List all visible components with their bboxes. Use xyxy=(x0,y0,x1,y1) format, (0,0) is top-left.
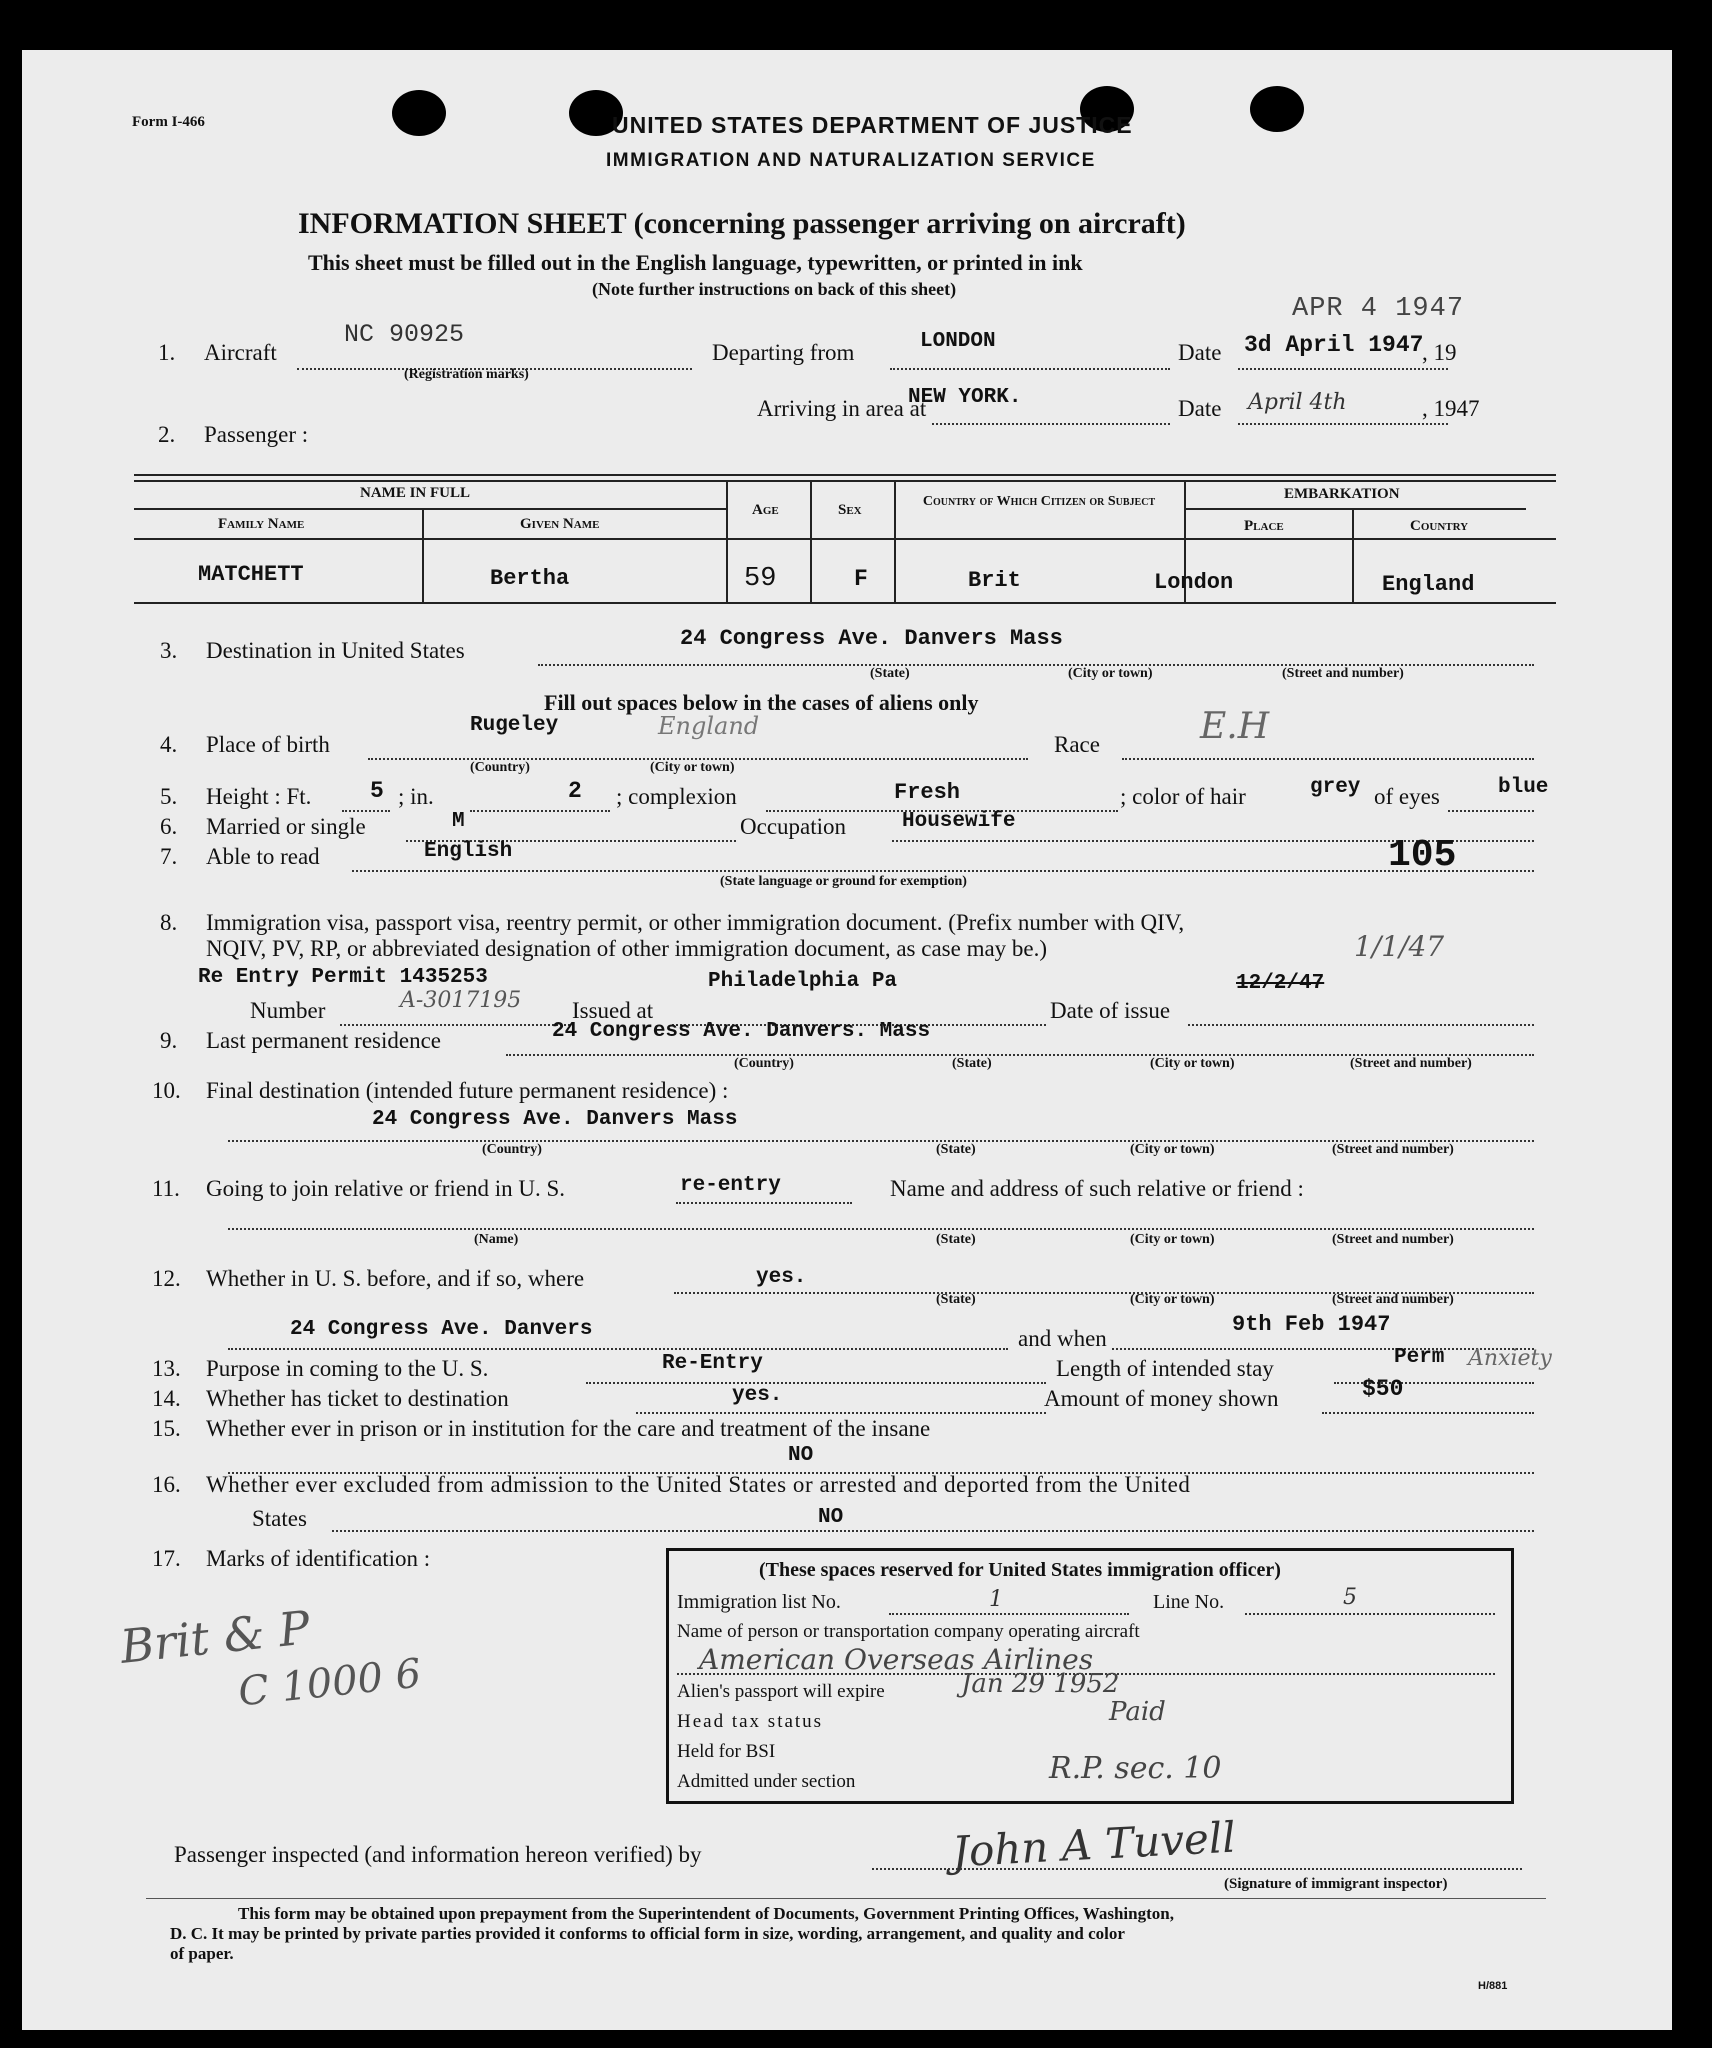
table-subhead-rule xyxy=(1184,508,1526,510)
item-number: 5. xyxy=(160,784,178,809)
item-number: 7. xyxy=(160,844,178,869)
aircraft-label: Aircraft xyxy=(204,340,277,365)
given-name-cell: Bertha xyxy=(490,566,570,591)
read-line xyxy=(352,870,1534,872)
line-no-label: Line No. xyxy=(1153,1591,1225,1613)
caption-state: (State) xyxy=(952,1056,992,1071)
departure-date-label: Date xyxy=(1178,340,1222,365)
occupation-label: Occupation xyxy=(740,814,847,839)
item-number: 15. xyxy=(152,1416,181,1441)
arriving-value: NEW YORK. xyxy=(908,386,1022,409)
footer-code: H/881 xyxy=(1478,1980,1508,1992)
item-number: 11. xyxy=(152,1176,180,1201)
caption-city: (City or town) xyxy=(1068,666,1153,681)
caption-street: (Street and number) xyxy=(1332,1292,1454,1307)
table-divider xyxy=(894,480,896,602)
embark-place-header: Place xyxy=(1244,518,1284,534)
reference-stamp-number: 105 xyxy=(1388,834,1457,877)
doc-handwritten-date: 1/1/47 xyxy=(1354,930,1445,963)
length-of-stay-handwritten: Anxiety xyxy=(1468,1346,1552,1371)
item-number: 1. xyxy=(158,340,176,365)
race-line xyxy=(1122,758,1534,760)
table-divider xyxy=(422,508,424,602)
sex-cell: F xyxy=(854,566,868,592)
registration-caption: (Registration marks) xyxy=(404,367,529,382)
item-number: 13. xyxy=(152,1356,181,1381)
race-label: Race xyxy=(1054,732,1100,757)
caption-street: (Street and number) xyxy=(1332,1232,1454,1247)
join-relative-label: Going to join relative or friend in U. S. xyxy=(206,1176,565,1201)
caption-country: (Country) xyxy=(470,760,530,775)
length-of-stay-value: Perm xyxy=(1394,1346,1445,1369)
complexion-value: Fresh xyxy=(894,780,961,805)
item-number: 10. xyxy=(152,1078,181,1103)
table-subhead-rule xyxy=(134,508,728,510)
admitted-section-label: Admitted under section xyxy=(677,1771,856,1792)
date-of-issue-label: Date of issue xyxy=(1050,998,1171,1023)
table-top-rule xyxy=(134,480,1556,482)
immigration-list-label: Immigration list No. xyxy=(677,1591,841,1613)
place-of-birth-label: Place of birth xyxy=(206,732,330,757)
hair-color-label: ; color of hair xyxy=(1120,784,1246,809)
height-in-line xyxy=(470,810,610,812)
given-name-header: Given Name xyxy=(520,516,600,532)
when-label: and when xyxy=(1018,1326,1107,1351)
arrival-year: , 1947 xyxy=(1422,396,1480,421)
item-number: 17. xyxy=(152,1546,181,1571)
form-subtitle: This sheet must be filled out in the English language, typewritten, or printed in ink xyxy=(308,250,1083,275)
embarkation-header: EMBARKATION xyxy=(1284,486,1400,502)
punch-hole xyxy=(1250,86,1304,132)
last-residence-label: Last permanent residence xyxy=(206,1028,441,1053)
caption-city: (City or town) xyxy=(1150,1056,1235,1071)
join-relative-line xyxy=(676,1202,852,1204)
height-ft-label: Height : Ft. xyxy=(206,784,312,809)
arrival-date-value: April 4th xyxy=(1248,390,1347,415)
line-no-line xyxy=(1245,1613,1495,1615)
received-date-stamp: APR 4 1947 xyxy=(1292,294,1465,324)
doc-number-handwritten: A-3017195 xyxy=(400,988,522,1013)
caption-city: (City or town) xyxy=(1130,1292,1215,1307)
line-no-value: 5 xyxy=(1343,1585,1357,1610)
when-value: 9th Feb 1947 xyxy=(1232,1312,1391,1337)
sex-header: Sex xyxy=(838,502,862,518)
date-of-issue-line xyxy=(1188,1024,1534,1026)
previous-address-line xyxy=(228,1348,1008,1350)
aliens-only-note: Fill out spaces below in the cases of aliens only xyxy=(544,690,979,715)
date-of-issue-value: 12/2/47 xyxy=(1236,972,1325,995)
inspector-signature: John A Tuvell xyxy=(950,1812,1237,1877)
height-in-label: ; in. xyxy=(398,784,434,809)
family-name-header: Family Name xyxy=(218,516,305,532)
money-shown-label: Amount of money shown xyxy=(1044,1386,1279,1411)
caption-state: (State) xyxy=(936,1142,976,1157)
item-number: 8. xyxy=(160,910,178,935)
race-value: E.H xyxy=(1200,706,1270,747)
caption-street: (Street and number) xyxy=(1350,1056,1472,1071)
item-number: 2. xyxy=(158,422,176,447)
money-shown-value: $50 xyxy=(1362,1376,1404,1402)
item-number: 16. xyxy=(152,1472,181,1497)
caption-city: (City or town) xyxy=(1130,1232,1215,1247)
place-of-birth-value: Rugeley xyxy=(470,714,559,737)
identification-handwritten-1: Brit & P xyxy=(117,1600,313,1674)
immigration-list-value: 1 xyxy=(989,1587,1003,1612)
prison-label: Whether ever in prison or in institution for the care and treatment of the insane xyxy=(206,1416,931,1441)
footer-text-2: D. C. It may be printed by private parties provided it conforms to official form in size, wording, arrangement, and quality and color xyxy=(170,1924,1125,1943)
list-no-line xyxy=(889,1613,1129,1615)
service-heading: IMMIGRATION AND NATURALIZATION SERVICE xyxy=(606,150,1096,171)
eye-color-line xyxy=(1448,810,1534,812)
footer-rule xyxy=(146,1898,1546,1899)
departure-date-value: 3d April 1947 xyxy=(1244,332,1424,358)
us-before-label: Whether in U. S. before, and if so, where xyxy=(206,1266,585,1291)
country-citizen-header: Country of Which Citizen or Subject xyxy=(922,494,1156,509)
table-divider xyxy=(726,480,728,602)
read-caption: (State language or ground for exemption) xyxy=(720,874,967,889)
issued-at-label: Issued at xyxy=(572,998,654,1023)
admitted-section-value: R.P. sec. 10 xyxy=(1049,1751,1222,1786)
able-to-read-label: Able to read xyxy=(206,844,320,869)
identification-marks-label: Marks of identification : xyxy=(206,1546,431,1571)
relative-address-line xyxy=(228,1228,1534,1230)
inspected-by-label: Passenger inspected (and information hereon verified) by xyxy=(174,1842,702,1867)
eye-color-label: of eyes xyxy=(1374,784,1440,809)
previous-address-value: 24 Congress Ave. Danvers xyxy=(290,1318,593,1341)
form-note: (Note further instructions on back of this sheet) xyxy=(592,279,957,299)
ticket-line xyxy=(636,1412,1046,1414)
prison-value: NO xyxy=(788,1444,814,1467)
passport-expire-label: Alien's passport will expire xyxy=(677,1681,885,1702)
excluded-line xyxy=(332,1530,1534,1532)
table-divider xyxy=(810,480,812,602)
table-divider xyxy=(1352,508,1354,602)
doc-number-line xyxy=(340,1024,570,1026)
immigration-doc-text-1: Immigration visa, passport visa, reentry permit, or other immigration document. (Prefix number with QIV, xyxy=(206,910,1185,935)
family-name-cell: MATCHETT xyxy=(198,562,304,587)
item-number: 6. xyxy=(160,814,178,839)
caption-country: (Country) xyxy=(734,1056,794,1071)
purpose-line xyxy=(586,1382,1046,1384)
form-title: INFORMATION SHEET (concerning passenger arriving on aircraft) xyxy=(298,207,1186,240)
occupation-value: Housewife xyxy=(902,810,1016,833)
passport-expire-value: Jan 29 1952 xyxy=(961,1669,1120,1699)
length-of-stay-label: Length of intended stay xyxy=(1056,1356,1274,1381)
caption-state: (State) xyxy=(936,1232,976,1247)
name-in-full-header: NAME IN FULL xyxy=(360,485,471,501)
head-tax-value: Paid xyxy=(1109,1697,1166,1727)
immigration-doc-text-2: NQIV, PV, RP, or abbreviated designation of other immigration document, as case may be.) xyxy=(206,936,1048,961)
able-to-read-value: English xyxy=(424,840,513,863)
purpose-value: Re-Entry xyxy=(662,1352,763,1375)
departing-from-label: Departing from xyxy=(712,340,855,365)
issued-at-value: Philadelphia Pa xyxy=(708,970,898,993)
final-destination-value: 24 Congress Ave. Danvers Mass xyxy=(372,1108,738,1131)
height-in-value: 2 xyxy=(568,778,582,804)
caption-street: (Street and number) xyxy=(1332,1142,1454,1157)
department-heading: UNITED STATES DEPARTMENT OF JUSTICE xyxy=(612,112,1133,138)
punch-hole xyxy=(392,90,446,136)
excluded-label-2: States xyxy=(252,1506,307,1531)
final-destination-label: Final destination (intended future permanent residence) : xyxy=(206,1078,729,1103)
money-shown-line xyxy=(1322,1412,1534,1414)
relative-name-address-label: Name and address of such relative or friend : xyxy=(890,1176,1304,1201)
citizen-cell: Brit xyxy=(968,568,1021,593)
caption-state: (State) xyxy=(936,1292,976,1307)
company-label: Name of person or transportation company operating aircraft xyxy=(677,1621,1140,1642)
table-bottom-rule xyxy=(134,602,1556,604)
ticket-label: Whether has ticket to destination xyxy=(206,1386,509,1411)
caption-city: (City or town) xyxy=(650,760,735,775)
height-ft-line xyxy=(342,810,390,812)
signature-caption: (Signature of immigrant inspector) xyxy=(1224,1876,1448,1892)
company-value: American Overseas Airlines xyxy=(699,1643,1094,1676)
departure-date-line xyxy=(1238,368,1448,370)
eye-color-value: blue xyxy=(1498,776,1549,799)
arrival-date-line xyxy=(1238,423,1448,425)
form-id: Form I-466 xyxy=(132,114,205,130)
join-relative-value: re-entry xyxy=(680,1174,781,1197)
caption-state: (State) xyxy=(870,666,910,681)
aircraft-registration-value: NC 90925 xyxy=(344,320,465,349)
identification-handwritten-2: C 1000 6 xyxy=(236,1650,424,1716)
item-number: 14. xyxy=(152,1386,181,1411)
arriving-label: Arriving in area at xyxy=(757,396,927,421)
table-top-rule xyxy=(134,474,1556,476)
place-of-birth-handwritten: England xyxy=(658,712,760,740)
destination-value: 24 Congress Ave. Danvers Mass xyxy=(680,626,1063,651)
item-number: 12. xyxy=(152,1266,181,1291)
age-header: Age xyxy=(752,502,779,518)
caption-street: (Street and number) xyxy=(1282,666,1404,681)
purpose-label: Purpose in coming to the U. S. xyxy=(206,1356,489,1381)
embark-place-cell: London xyxy=(1154,570,1234,595)
departing-from-value: LONDON xyxy=(920,330,996,353)
caption-city: (City or town) xyxy=(1130,1142,1215,1157)
marital-status-label: Married or single xyxy=(206,814,366,839)
document-type-value: Re Entry Permit 1435253 xyxy=(198,966,488,989)
excluded-value: NO xyxy=(818,1506,844,1529)
destination-label: Destination in United States xyxy=(206,638,465,663)
officer-box-title: (These spaces reserved for United States immigration officer) xyxy=(759,1559,1281,1581)
excluded-label: Whether ever excluded from admission to the United States or arrested and deported from the United xyxy=(206,1472,1191,1497)
caption-name: (Name) xyxy=(474,1232,519,1247)
embark-country-header: Country xyxy=(1410,518,1469,534)
departure-year-suffix: , 19 xyxy=(1422,340,1457,365)
last-residence-value: 24 Congress Ave. Danvers. Mass xyxy=(552,1020,931,1043)
height-ft-value: 5 xyxy=(370,778,384,804)
item-number: 9. xyxy=(160,1028,178,1053)
age-cell: 59 xyxy=(744,564,777,594)
passenger-label: Passenger : xyxy=(204,422,309,447)
arrival-date-label: Date xyxy=(1178,396,1222,421)
footer-text-1: This form may be obtained upon prepayment from the Superintendent of Documents, Government Printing Offices, Washington, xyxy=(238,1904,1174,1923)
footer-text-3: of paper. xyxy=(170,1944,234,1963)
caption-country: (Country) xyxy=(482,1142,542,1157)
item-number: 3. xyxy=(160,638,178,663)
arriving-line xyxy=(932,423,1170,425)
ticket-value: yes. xyxy=(732,1384,783,1407)
hair-color-value: grey xyxy=(1310,776,1361,799)
doc-number-label: Number xyxy=(250,998,326,1023)
officer-reserved-box xyxy=(666,1548,1514,1804)
complexion-label: ; complexion xyxy=(616,784,737,809)
embark-country-cell: England xyxy=(1382,572,1475,597)
marital-status-value: M xyxy=(452,810,465,833)
table-header-rule xyxy=(134,538,1556,540)
held-for-bsi-label: Held for BSI xyxy=(677,1741,776,1762)
item-number: 4. xyxy=(160,732,178,757)
us-before-value: yes. xyxy=(756,1266,807,1289)
form-sheet xyxy=(22,50,1672,2030)
head-tax-label: Head tax status xyxy=(677,1711,824,1732)
departing-line xyxy=(890,368,1170,370)
